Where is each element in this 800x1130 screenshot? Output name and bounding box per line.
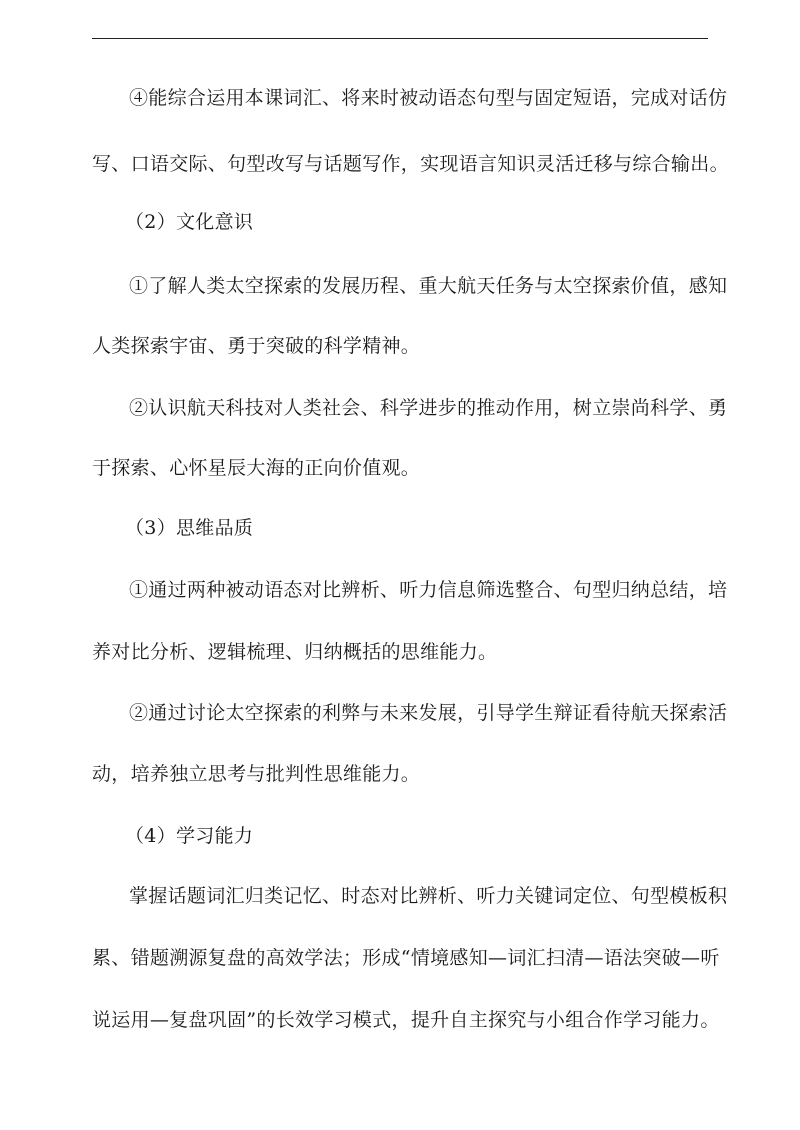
paragraph-line: 累、错题溯源复盘的高效学法；形成“情境感知—词汇扫清—语法突破—听 <box>92 947 720 969</box>
paragraph-line: 养对比分析、逻辑梳理、归纳概括的思维能力。 <box>92 641 498 663</box>
paragraph-line: 人类探索宇宙、勇于突破的科学精神。 <box>92 335 421 357</box>
paragraph-line: 说运用—复盘巩固”的长效学习模式，提升自主探究与小组合作学习能力。 <box>92 1009 720 1031</box>
paragraph-line: 于探索、心怀星辰大海的正向价值观。 <box>92 457 421 479</box>
section-heading-learning-ability: （4）学习能力 <box>125 825 254 847</box>
paragraph-line: ④能综合运用本课词汇、将来时被动语态句型与固定短语，完成对话仿 <box>129 87 728 109</box>
paragraph-line: ②认识航天科技对人类社会、科学进步的推动作用，树立崇尚科学、勇 <box>129 397 728 419</box>
paragraph-line: ①通过两种被动语态对比辨析、听力信息筛选整合、句型归纳总结，培 <box>129 579 728 601</box>
paragraph-line: ②通过讨论太空探索的利弊与未来发展，引导学生辩证看待航天探索活 <box>129 702 728 724</box>
paragraph-line: 写、口语交际、句型改写与话题写作，实现语言知识灵活迁移与综合输出。 <box>92 153 729 175</box>
paragraph-line: ①了解人类太空探索的发展历程、重大航天任务与太空探索价值，感知 <box>129 275 728 297</box>
section-heading-thinking-quality: （3）思维品质 <box>125 517 254 539</box>
header-rule <box>92 38 708 39</box>
section-heading-cultural-awareness: （2）文化意识 <box>125 211 254 233</box>
paragraph-line: 动，培养独立思考与批判性思维能力。 <box>92 763 421 785</box>
paragraph-line: 掌握话题词汇归类记忆、时态对比辨析、听力关键词定位、句型模板积 <box>129 885 728 907</box>
